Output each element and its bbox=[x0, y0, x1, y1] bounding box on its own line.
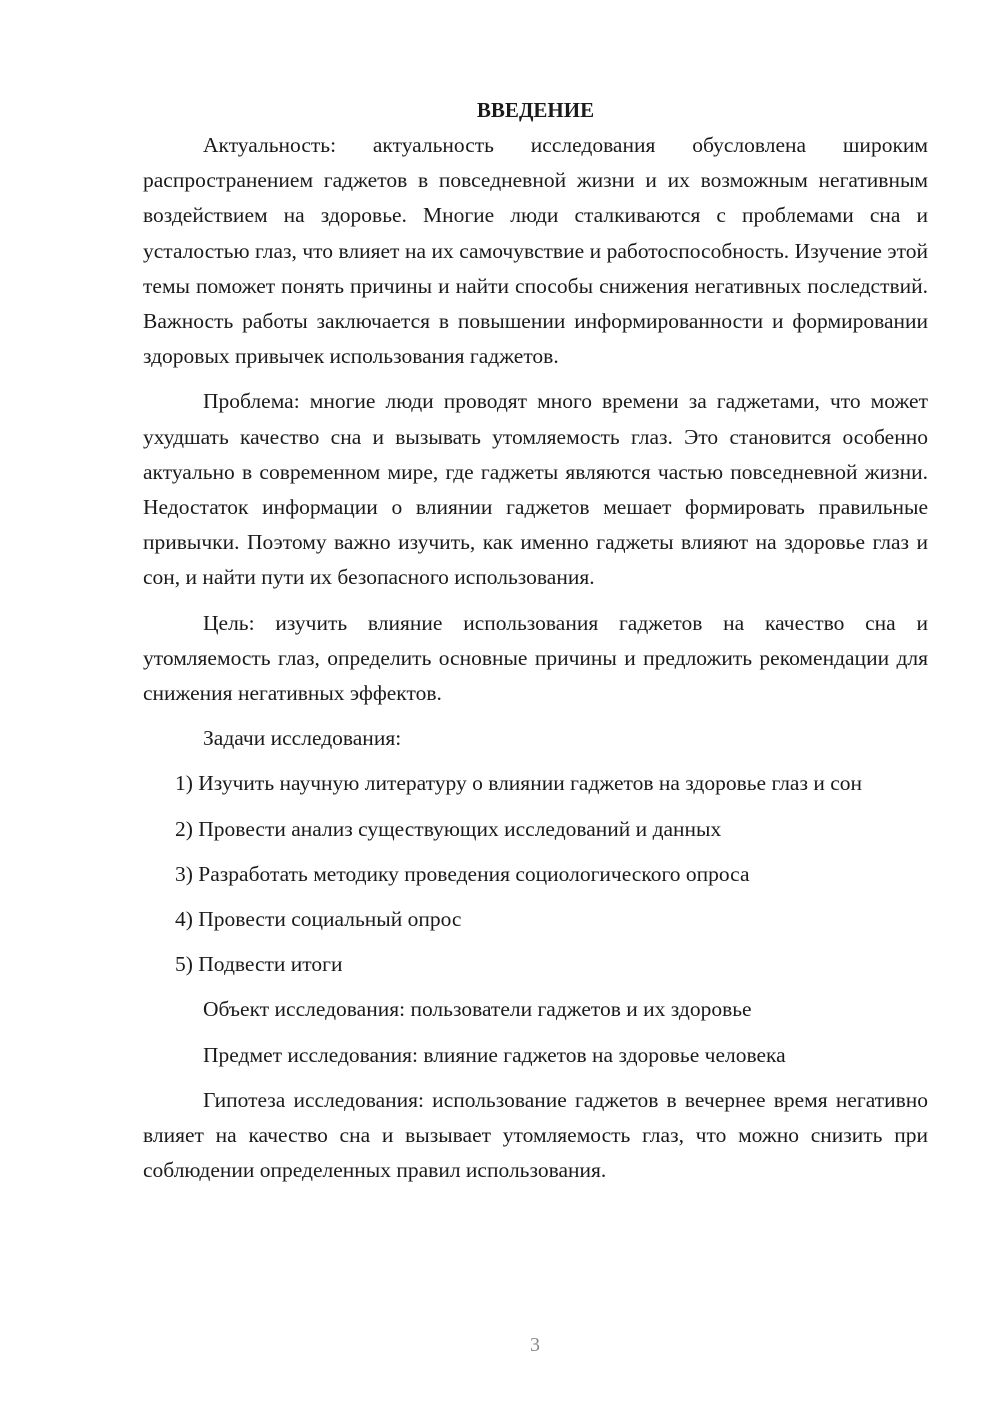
goal-paragraph: Цель: изучить влияние использования гаджетов на качество сна и утомляемость глаз, определить основные причины и предложить рекомендации для снижения негативных эффектов. bbox=[143, 610, 928, 706]
task-item: 2) Провести анализ существующих исследований и данных bbox=[175, 816, 722, 841]
task-item: 4) Провести социальный опрос bbox=[175, 907, 462, 932]
research-subject: Предмет исследования: влияние гаджетов на здоровье человека bbox=[203, 1042, 786, 1067]
task-item: 3) Разработать методику проведения социологического опроса bbox=[175, 861, 750, 886]
task-item: 5) Подвести итоги bbox=[175, 952, 343, 977]
relevance-paragraph: Актуальность: актуальность исследования обусловлена широким распространением гаджетов в повседневной жизни и их возможным негативным воздействием на здоровье. Многие люди сталкиваются с проблемами сна и усталостью глаз, что влияет на их самочувствие и работоспособность. Изучение этой темы поможет понять причины и найти способы снижения негативных последствий. Важность работы заключается в повышении информированности и формировании здоровых привычек использования гаджетов. bbox=[143, 133, 928, 369]
task-item: 1) Изучить научную литературу о влиянии гаджетов на здоровье глаз и сон bbox=[175, 771, 863, 796]
tasks-title: Задачи исследования: bbox=[203, 726, 402, 751]
research-object: Объект исследования: пользователи гаджетов и их здоровье bbox=[203, 997, 752, 1022]
hypothesis-paragraph: Гипотеза исследования: использование гаджетов в вечернее время негативно влияет на качество сна и вызывает утомляемость глаз, что можно снизить при соблюдении определенных правил использования. bbox=[143, 1087, 928, 1183]
section-heading: ВВЕДЕНИЕ bbox=[476, 98, 595, 122]
document-page bbox=[143, 92, 928, 1198]
page-number: 3 bbox=[530, 1334, 540, 1356]
problem-paragraph: Проблема: многие люди проводят много времени за гаджетами, что может ухудшать качество сна и вызывать утомляемость глаз. Это становится особенно актуально в современном мире, где гаджеты являются частью повседневной жизни. Недостаток информации о влиянии гаджетов мешает формировать правильные привычки. Поэтому важно изучить, как именно гаджеты влияют на здоровье глаз и сон, и найти пути их безопасного использования. bbox=[143, 389, 928, 590]
